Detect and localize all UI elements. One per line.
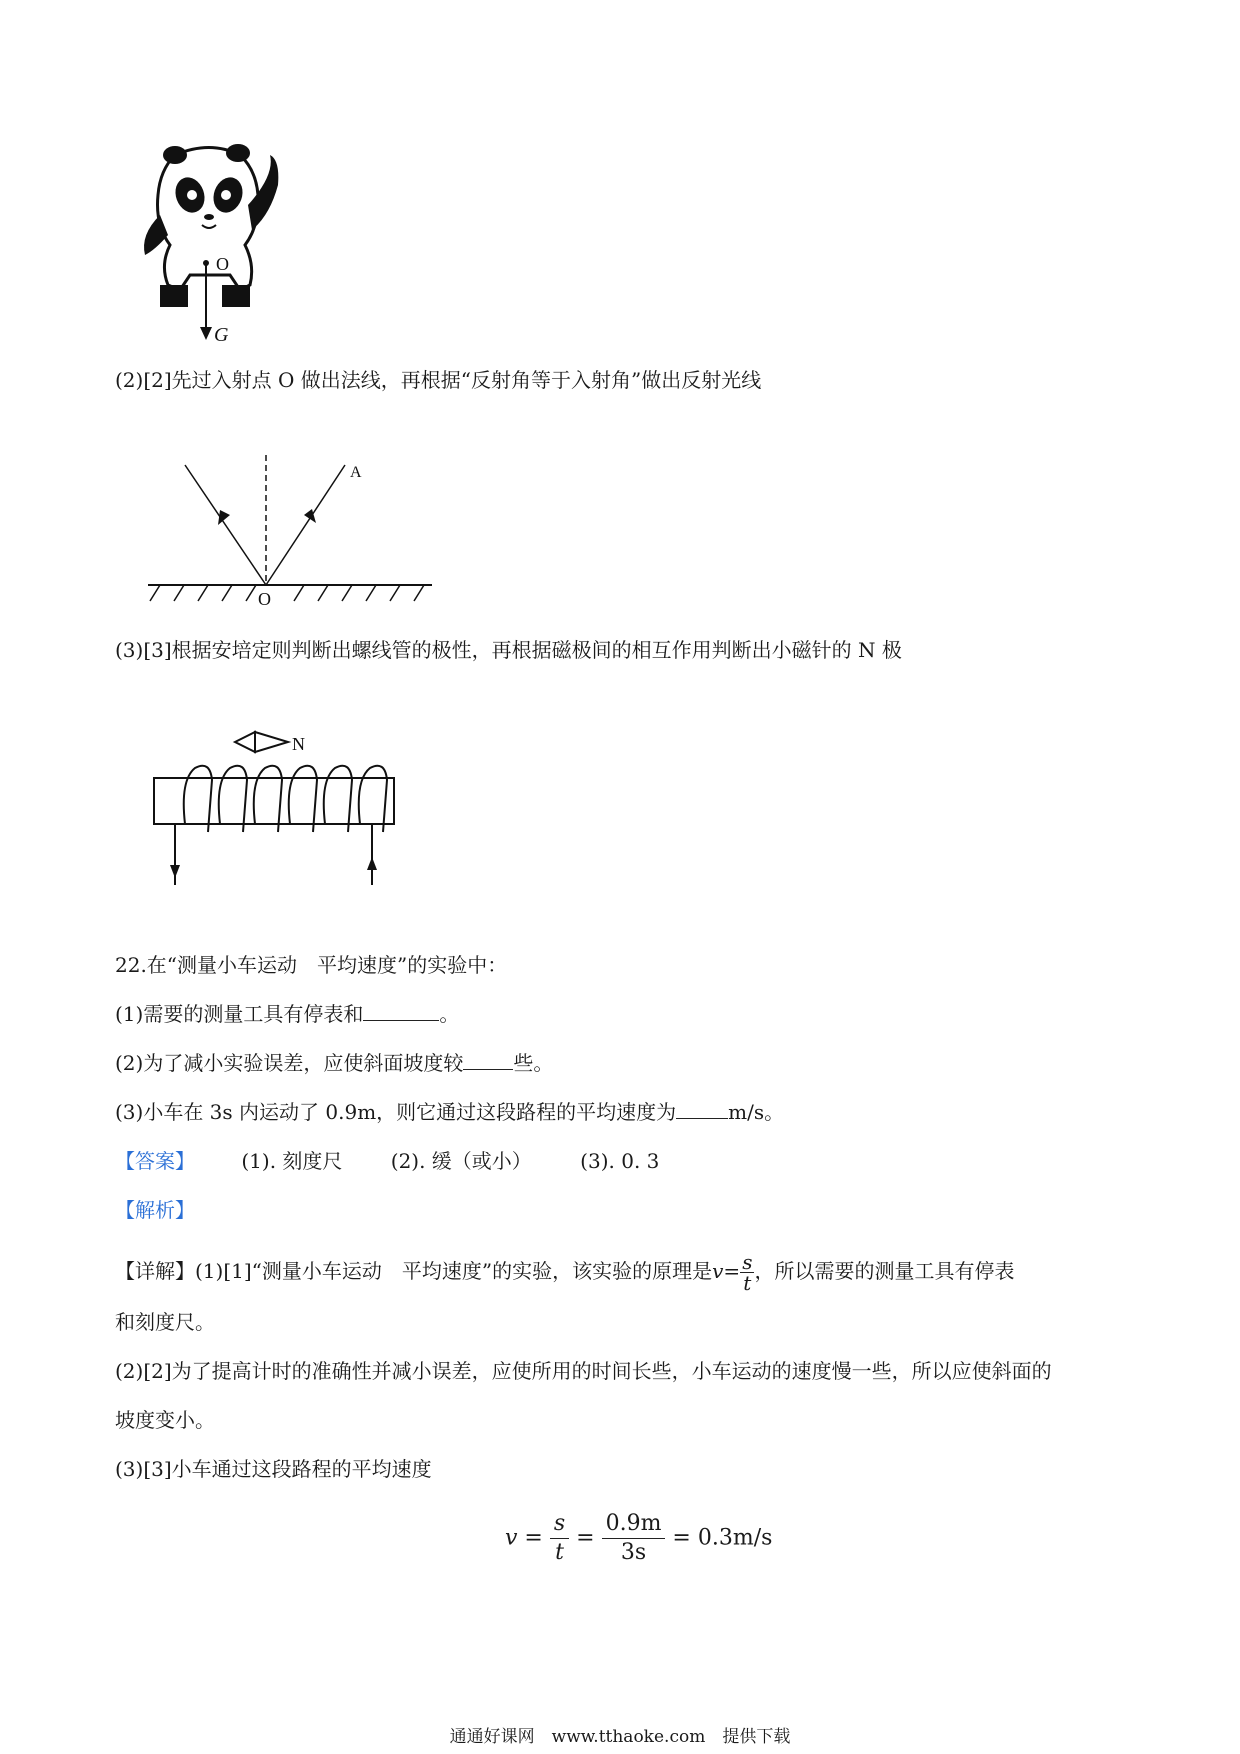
incidence-point-label: O <box>258 589 271 609</box>
analysis-tag: 【解析】 <box>115 1198 195 1222</box>
detail-line-2: (2)[2]为了提高计时的准确性并减小误差，应使所用的时间长些，小车运动的速度慢一些，所以应使斜面的 <box>115 1359 1052 1383</box>
ray-label: A <box>350 464 362 481</box>
detail-line-3: (3)[3]小车通过这段路程的平均速度 <box>115 1457 432 1481</box>
compass-needle-icon <box>235 732 255 752</box>
panda-point-label: O <box>216 254 229 274</box>
solution-line-2: (2)[2]先过入射点 O 做出法线，再根据“反射角等于入射角”做出反射光线 <box>115 368 762 392</box>
solution-line-3: (3)[3]根据安培定则判断出螺线管的极性，再根据磁极间的相互作用判断出小磁针的 N 极 <box>115 638 902 662</box>
question-22-part-2: (2)为了减小实验误差，应使斜面坡度较 些。 <box>115 1051 554 1075</box>
answer-line <box>115 1147 659 1175</box>
question-22-title: 22.在“测量小车运动 平均速度”的实验中： <box>115 953 508 977</box>
detail-line-2-cont: 坡度变小。 <box>115 1408 215 1432</box>
page-footer: 通通好课网 www.tthaoke.com 提供下载 <box>449 1727 791 1747</box>
question-22-part-1: (1)需要的测量工具有停表和 。 <box>115 1002 460 1026</box>
detail-line-1-cont: 和刻度尺。 <box>115 1310 215 1334</box>
answer-2: (2). 缓（或小） <box>390 1149 532 1173</box>
answer-blank-1[interactable] <box>363 1000 439 1021</box>
answer-blank-2[interactable] <box>463 1049 513 1070</box>
panda-gravity-figure <box>130 135 300 350</box>
gravity-force-label: G <box>214 324 229 346</box>
answer-3: (3). 0. 3 <box>580 1149 660 1173</box>
question-22-part-3: (3)小车在 3s 内运动了 0.9m，则它通过这段路程的平均速度为 m/s。 <box>115 1100 785 1124</box>
solenoid-figure <box>140 720 410 900</box>
reflection-figure <box>140 405 440 615</box>
answer-1: (1). 刻度尺 <box>241 1149 343 1173</box>
velocity-fraction: $\frac{s}{t}$ <box>742 1250 753 1295</box>
velocity-equation: v = $\frac{s}{t}$ = $\frac{0.9m}{3s}$ = 0.3m/s <box>505 1511 773 1565</box>
detail-line-1: 【详解】(1)[1]“测量小车运动 平均速度”的实验，该实验的原理是v= $\frac{s}{t}$ ，所以需要的测量工具有停表 <box>115 1250 1015 1295</box>
needle-north-label: N <box>292 734 305 754</box>
answer-blank-3[interactable] <box>676 1098 728 1119</box>
answer-tag: 【答案】 <box>115 1149 195 1173</box>
detail-tag: 【详解】 <box>115 1259 195 1283</box>
